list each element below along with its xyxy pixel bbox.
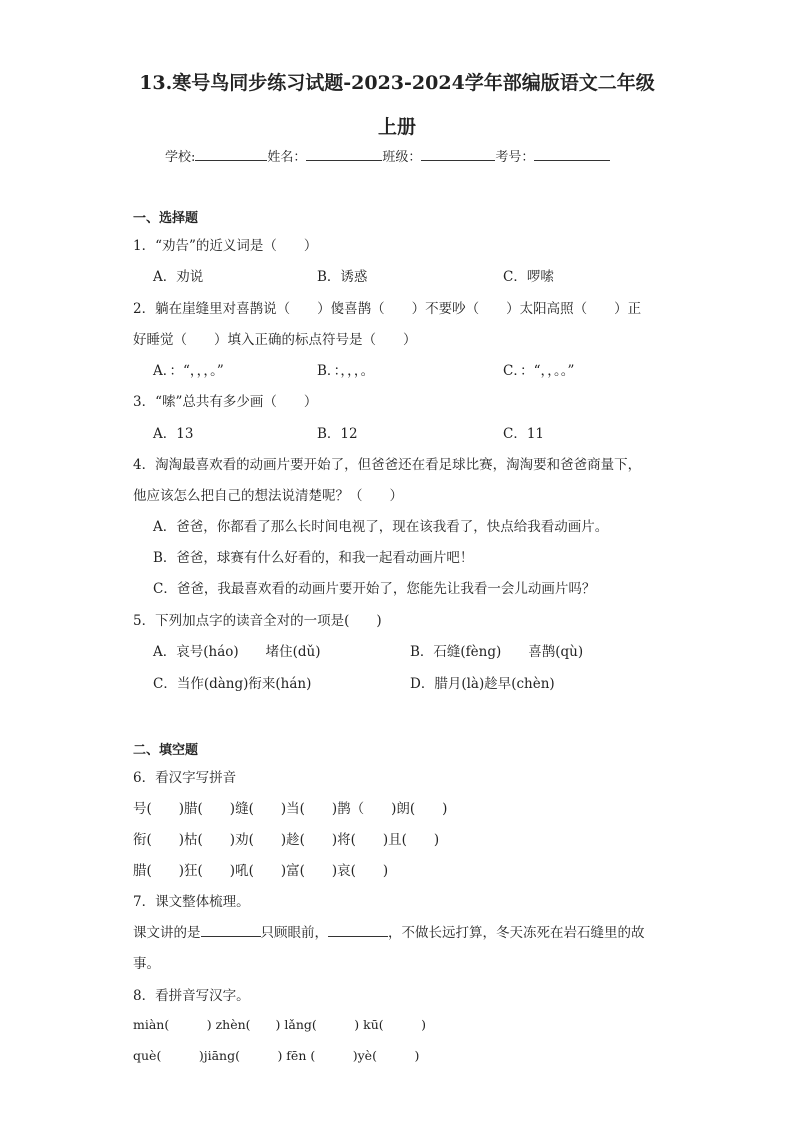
question-7-text-b: 只顾眼前，: [260, 925, 328, 941]
question-4-option-b[interactable]: B．爸爸，球赛有什么好看的，和我一起看动画片吧！: [153, 550, 474, 566]
name-label: 姓名：: [267, 150, 307, 165]
question-4-option-a[interactable]: A．爸爸，你都看了那么长时间电视了，现在该我看了，快点给我看动画片。: [153, 519, 609, 535]
question-3-option-c[interactable]: C．11: [503, 426, 545, 442]
section-heading-choice: 一、选择题: [133, 211, 199, 226]
question-1-option-b[interactable]: B．诱惑: [317, 269, 368, 285]
question-1-stem: 1．“劝告”的近义词是（ ）: [133, 238, 318, 254]
question-5-option-d[interactable]: D．腊月(là)趁早(chèn): [410, 676, 555, 692]
number-label: 考号：: [495, 150, 535, 165]
number-field[interactable]: [534, 146, 610, 161]
question-7-line-1: [133, 921, 645, 941]
question-6-stem: 6．看汉字写拼音: [133, 770, 237, 786]
class-field[interactable]: [421, 146, 495, 161]
question-2-option-c[interactable]: C．：“，，。。”: [503, 363, 575, 379]
question-6-row-1[interactable]: 号( )腊( )缝( )当( )鹊（ )朗( ): [133, 801, 448, 817]
document-title-line2: 上册: [377, 116, 416, 138]
question-3-option-a[interactable]: A．13: [153, 426, 194, 442]
question-6-row-3[interactable]: 腊( )狂( )吼( )富( )哀( ): [133, 863, 389, 879]
question-7-blank-1[interactable]: [201, 922, 261, 937]
question-5-stem: 5．下列加点字的读音全对的一项是( ): [133, 613, 382, 629]
question-2-stem-line1: 2．躺在崖缝里对喜鹊说（ ）傻喜鹊（ ）不要吵（ ）太阳高照（ ）正: [133, 301, 642, 317]
question-6-row-2[interactable]: 衔( )枯( )劝( )趁( )将( )且( ): [133, 832, 440, 848]
section-heading-fill: 二、填空题: [133, 743, 199, 758]
student-info-row: [165, 146, 610, 165]
question-4-stem-line2: 他应该怎么把自己的想法说清楚呢？（ ）: [133, 488, 403, 504]
question-5-option-a[interactable]: A．哀号(háo) 堵住(dǔ): [153, 644, 321, 660]
question-7-blank-2[interactable]: [328, 922, 388, 937]
question-2-stem-line2: 好睡觉（ ）填入正确的标点符号是（ ）: [133, 332, 417, 348]
question-5-option-c[interactable]: C．当作(dàng)衔来(hán): [153, 676, 312, 692]
question-2-option-b[interactable]: B．：，，，。: [317, 363, 375, 379]
question-3-stem: 3．“嗦”总共有多少画（ ）: [133, 394, 318, 410]
question-7-text-a: 课文讲的是: [133, 925, 201, 941]
question-8-row-2[interactable]: què( )jiāng( ) fēn ( )yè( ): [133, 1048, 420, 1063]
question-1-option-c[interactable]: C．啰嗦: [503, 269, 554, 285]
class-label: 班级：: [382, 150, 422, 165]
question-4-stem-line1: 4．淘淘最喜欢看的动画片要开始了，但爸爸还在看足球比赛，淘淘要和爸爸商量下，: [133, 457, 642, 473]
school-label: 学校:: [165, 150, 196, 165]
question-1-option-a[interactable]: A．劝说: [153, 269, 204, 285]
question-2-option-a[interactable]: A．：“，，，。”: [153, 363, 224, 379]
document-title-line1: 13.寒号鸟同步练习试题-2023-2024学年部编版语文二年级: [139, 72, 655, 94]
question-4-option-c[interactable]: C．爸爸，我最喜欢看的动画片要开始了，您能先让我看一会儿动画片吗？: [153, 581, 596, 597]
question-7-line-2: 事。: [133, 956, 160, 972]
school-field[interactable]: [195, 146, 267, 161]
question-7-stem: 7．课文整体梳理。: [133, 894, 250, 910]
question-5-option-b[interactable]: B．石缝(fèng) 喜鹊(qù): [410, 644, 584, 660]
question-8-stem: 8．看拼音写汉字。: [133, 988, 250, 1004]
question-8-row-1[interactable]: miàn( ) zhèn( ) lǎng( ) kū( ): [133, 1017, 426, 1032]
question-3-option-b[interactable]: B．12: [317, 426, 358, 442]
name-field[interactable]: [306, 146, 382, 161]
question-7-text-c: ，不做长远打算，冬天冻死在岩石缝里的故: [388, 925, 645, 941]
